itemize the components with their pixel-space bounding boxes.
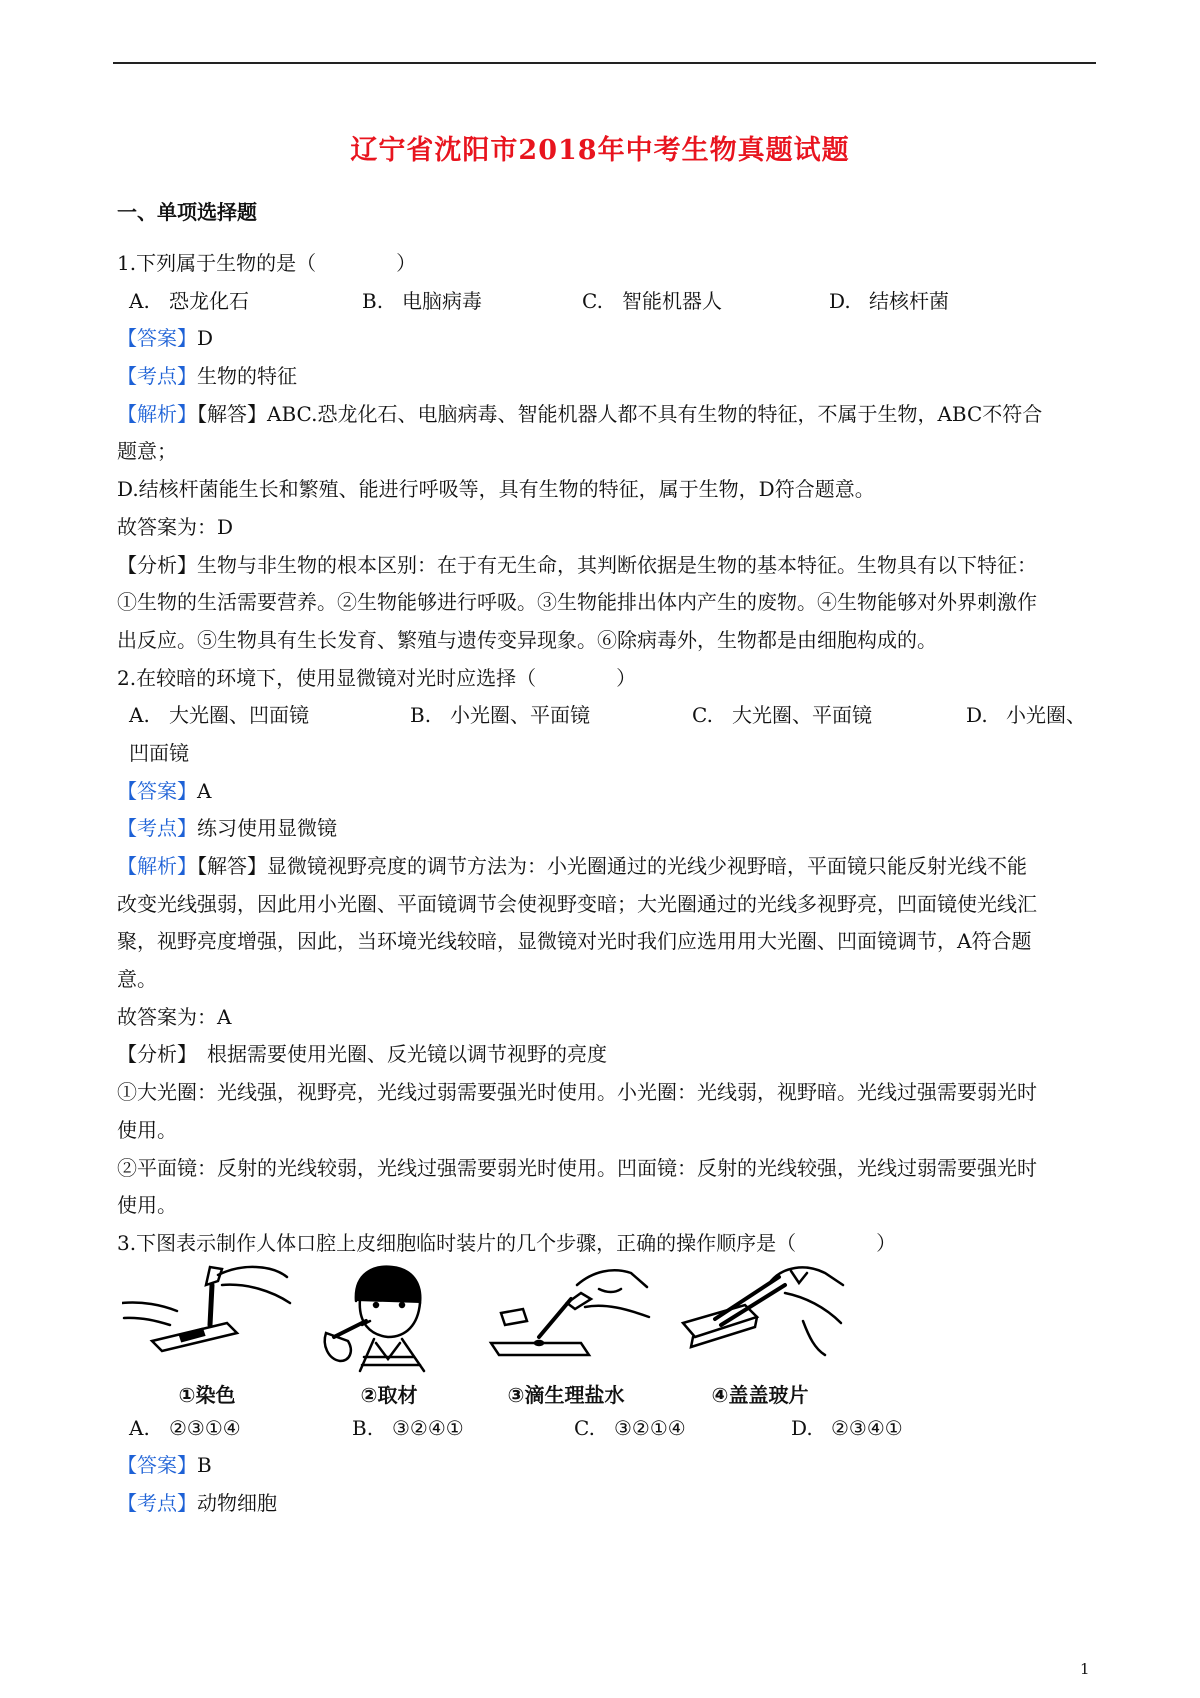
fenxi-line: ①大光圈：光线强，视野亮，光线过弱需要强光时使用。小光圈：光线弱，视野暗。光线过强需要弱光时 [117,1080,1037,1105]
question-3-stem: 3.下图表示制作人体口腔上皮细胞临时装片的几个步骤，正确的操作顺序是（ ） [117,1230,897,1255]
analysis-line: 【解析】【解答】显微镜视野亮度的调节方法为：小光圈通过的光线少视野暗，平面镜只能反射光线不能 [117,854,1027,878]
fenxi-line: 【分析】生物与非生物的根本区别：在于有无生命，其判断依据是生物的基本特征。生物具有以下特征： [117,552,1037,577]
analysis-line: D.结核杆菌能生长和繁殖、能进行呼吸等，具有生物的特征，属于生物，D符合题意。 [117,477,875,502]
fenxi-line: 出反应。⑤生物具有生长发育、繁殖与遗传变异现象。⑥除病毒外，生物都是由细胞构成的。 [117,627,937,652]
figure-step-sample [304,1263,474,1410]
figure-step-stain [122,1263,292,1410]
fenxi-line: 使用。 [117,1117,177,1142]
option-b: B. 电脑病毒 [362,288,482,313]
option-a: A. ②③①④ [129,1415,241,1440]
analysis-line: 意。 [117,967,157,992]
question-1-stem: 1.下列属于生物的是（ ） [117,251,417,275]
question-1-options [117,283,1097,321]
section-heading: 一、单项选择题 [117,200,257,224]
figure-caption: ①染色 [178,1382,236,1407]
header-rule [113,62,1096,64]
option-c: C. 智能机器人 [582,288,722,313]
analysis-line: 改变光线强弱，因此用小光圈、平面镜调节会使视野变暗；大光圈通过的光线多视野亮，凹面镜使光线汇 [117,891,1037,916]
page-title: 辽宁省沈阳市2018年中考生物真题试题 [350,135,850,166]
figure-step-saline [481,1263,651,1410]
answer-line: 【答案】B [117,1453,212,1478]
fenxi-line: ②平面镜：反射的光线较弱，光线过强需要弱光时使用。凹面镜：反射的光线较强，光线过弱需要强光时 [117,1155,1037,1180]
analysis-line: 聚，视野亮度增强，因此，当环境光线较暗，显微镜对光时我们应选用用大光圈、凹面镜调节，A符合题 [117,929,1032,954]
figure-caption: ③滴生理盐水 [507,1382,625,1407]
analysis-line: 题意； [117,439,177,464]
point-line: 【考点】生物的特征 [117,364,297,389]
fenxi-line: ①生物的生活需要营养。②生物能够进行呼吸。③生物能排出体内产生的废物。④生物能够对外界刺激作 [117,590,1037,615]
question-3-options [117,1410,1097,1448]
option-d: D. ②③④① [791,1415,903,1440]
option-c: C. 大光圈、平面镜 [692,703,872,728]
figure-caption: ④盖盖玻片 [711,1382,809,1407]
page-number: 1 [1080,1660,1090,1678]
tweezers-coverslip-icon [675,1263,845,1373]
option-b: B. 小光圈、平面镜 [410,703,590,728]
answer-line: 【答案】A [117,778,212,803]
option-b: B. ③②④① [352,1415,464,1440]
final-answer: 故答案为：D [117,514,234,539]
point-line: 【考点】动物细胞 [117,1490,277,1515]
option-d: D. 结核杆菌 [829,288,949,313]
figure-step-coverslip [675,1263,845,1410]
analysis-line: 【解析】【解答】ABC.恐龙化石、电脑病毒、智能机器人都不具有生物的特征，不属于生物，ABC不符合 [117,401,1043,426]
option-a: A. 大光圈、凹面镜 [129,703,309,728]
option-d-wrap: 凹面镜 [129,740,189,765]
procedure-figure [117,1263,1097,1410]
option-c: C. ③②①④ [574,1415,686,1440]
document-body [117,245,1097,1523]
point-line: 【考点】练习使用显微镜 [117,816,337,841]
dropper-saline-icon [481,1263,651,1373]
figure-caption: ②取材 [360,1382,418,1407]
final-answer: 故答案为：A [117,1004,232,1029]
question-2-options [117,697,1097,735]
fenxi-line: 使用。 [117,1193,177,1218]
question-2-stem: 2.在较暗的环境下，使用显微镜对光时应选择（ ） [117,665,637,690]
fenxi-line: 【分析】 根据需要使用光圈、反光镜以调节视野的亮度 [117,1042,607,1067]
dropper-staining-icon [122,1263,292,1373]
answer-line: 【答案】D [117,326,214,351]
option-a: A. 恐龙化石 [129,288,249,313]
boy-swab-icon [304,1263,474,1373]
option-d: D. 小光圈、 [966,703,1086,728]
